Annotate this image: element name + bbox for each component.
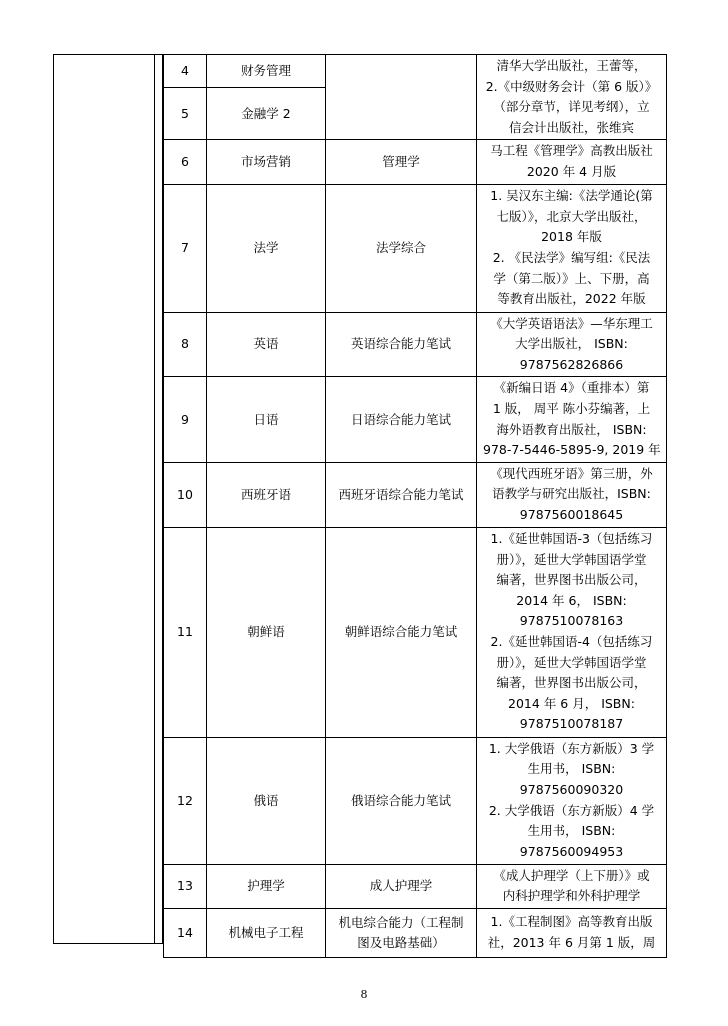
reference-books: 《成人护理学（上下册）》或 内科护理学和外科护理学 xyxy=(477,864,667,908)
row-number: 9 xyxy=(164,377,207,462)
exam-reference-table xyxy=(163,54,667,958)
exam-subject: 法学综合 xyxy=(326,184,477,312)
major-name: 护理学 xyxy=(207,864,326,908)
major-name: 市场营销 xyxy=(207,140,326,184)
row-number: 5 xyxy=(164,88,207,140)
table-row xyxy=(164,184,667,312)
major-name: 英语 xyxy=(207,312,326,377)
exam-subject: 成人护理学 xyxy=(326,864,477,908)
page-number: 8 xyxy=(360,988,368,1001)
reference-books: 《新编日语 4》（重排本）第 1 版， 周平 陈小芬编著，上 海外语教育出版社， ISBN: 978-7-5446-5895-9, 2019 年 xyxy=(477,377,667,462)
table-row xyxy=(164,140,667,184)
exam-subject: 管理学 xyxy=(326,140,477,184)
table-row xyxy=(164,737,667,864)
exam-subject: 英语综合能力笔试 xyxy=(326,312,477,377)
table-row xyxy=(164,377,667,462)
reference-books: 《现代西班牙语》第三册，外 语教学与研究出版社，ISBN: 9787560018645 xyxy=(477,462,667,527)
major-name: 法学 xyxy=(207,184,326,312)
row-number: 12 xyxy=(164,737,207,864)
frame-left-border xyxy=(53,54,54,944)
table-row xyxy=(164,527,667,737)
reference-books: 1. 大学俄语（东方新版）3 学 生用书， ISBN: 9787560090320 2. 大学俄语（东方新版）4 学 生用书， ISBN: 9787560094953 xyxy=(477,737,667,864)
exam-subject: 机电综合能力（工程制 图及电路基础） xyxy=(326,908,477,957)
row-number: 13 xyxy=(164,864,207,908)
reference-books: 《大学英语语法》—华东理工 大学出版社， ISBN: 9787562826866 xyxy=(477,312,667,377)
exam-subject: 西班牙语综合能力笔试 xyxy=(326,462,477,527)
major-name: 朝鲜语 xyxy=(207,527,326,737)
reference-books: 1.《延世韩国语-3（包括练习 册）》，延世大学韩国语学堂 编著，世界图书出版公司， 2014 年 6， ISBN: 9787510078163 2.《延世韩国语-4（包括练习 册）》，延世大学韩国语学堂 编著，世界图书出版公司， 2014 年 6 月， ISBN: 9787510078187 xyxy=(477,527,667,737)
exam-subject: 朝鲜语综合能力笔试 xyxy=(326,527,477,737)
major-name: 机械电子工程 xyxy=(207,908,326,957)
row-number: 14 xyxy=(164,908,207,957)
reference-books: 清华大学出版社，王蕾等， 2.《中级财务会计（第 6 版）》 （部分章节，详见考纲），立 信会计出版社，张维宾 xyxy=(477,55,667,140)
row-number: 6 xyxy=(164,140,207,184)
frame-bottom-border xyxy=(53,943,163,944)
frame-top-border xyxy=(53,54,163,55)
exam-subject: 日语综合能力笔试 xyxy=(326,377,477,462)
major-name: 财务管理 xyxy=(207,55,326,88)
reference-books: 1. 吴汉东主编:《法学通论(第 七版）》，北京大学出版社， 2018 年版 2. 《民法学》编写组:《民法 学（第二版）》上、下册，高 等教育出版社，2022 年版 xyxy=(477,184,667,312)
reference-books: 马工程《管理学》高教出版社 2020 年 4 月版 xyxy=(477,140,667,184)
major-name: 日语 xyxy=(207,377,326,462)
table-row xyxy=(164,312,667,377)
row-number: 11 xyxy=(164,527,207,737)
frame-divider-1 xyxy=(154,54,155,944)
exam-subject-cell xyxy=(326,55,477,140)
table-row xyxy=(164,462,667,527)
row-number: 7 xyxy=(164,184,207,312)
major-name: 西班牙语 xyxy=(207,462,326,527)
exam-subject: 俄语综合能力笔试 xyxy=(326,737,477,864)
major-name: 金融学 2 xyxy=(207,88,326,140)
table-row xyxy=(164,864,667,908)
major-name: 俄语 xyxy=(207,737,326,864)
table-row xyxy=(164,55,667,88)
row-number: 4 xyxy=(164,55,207,88)
row-number: 8 xyxy=(164,312,207,377)
row-number: 10 xyxy=(164,462,207,527)
table-row xyxy=(164,908,667,957)
reference-books: 1.《工程制图》高等教育出版 社，2013 年 6 月第 1 版，周 xyxy=(477,908,667,957)
